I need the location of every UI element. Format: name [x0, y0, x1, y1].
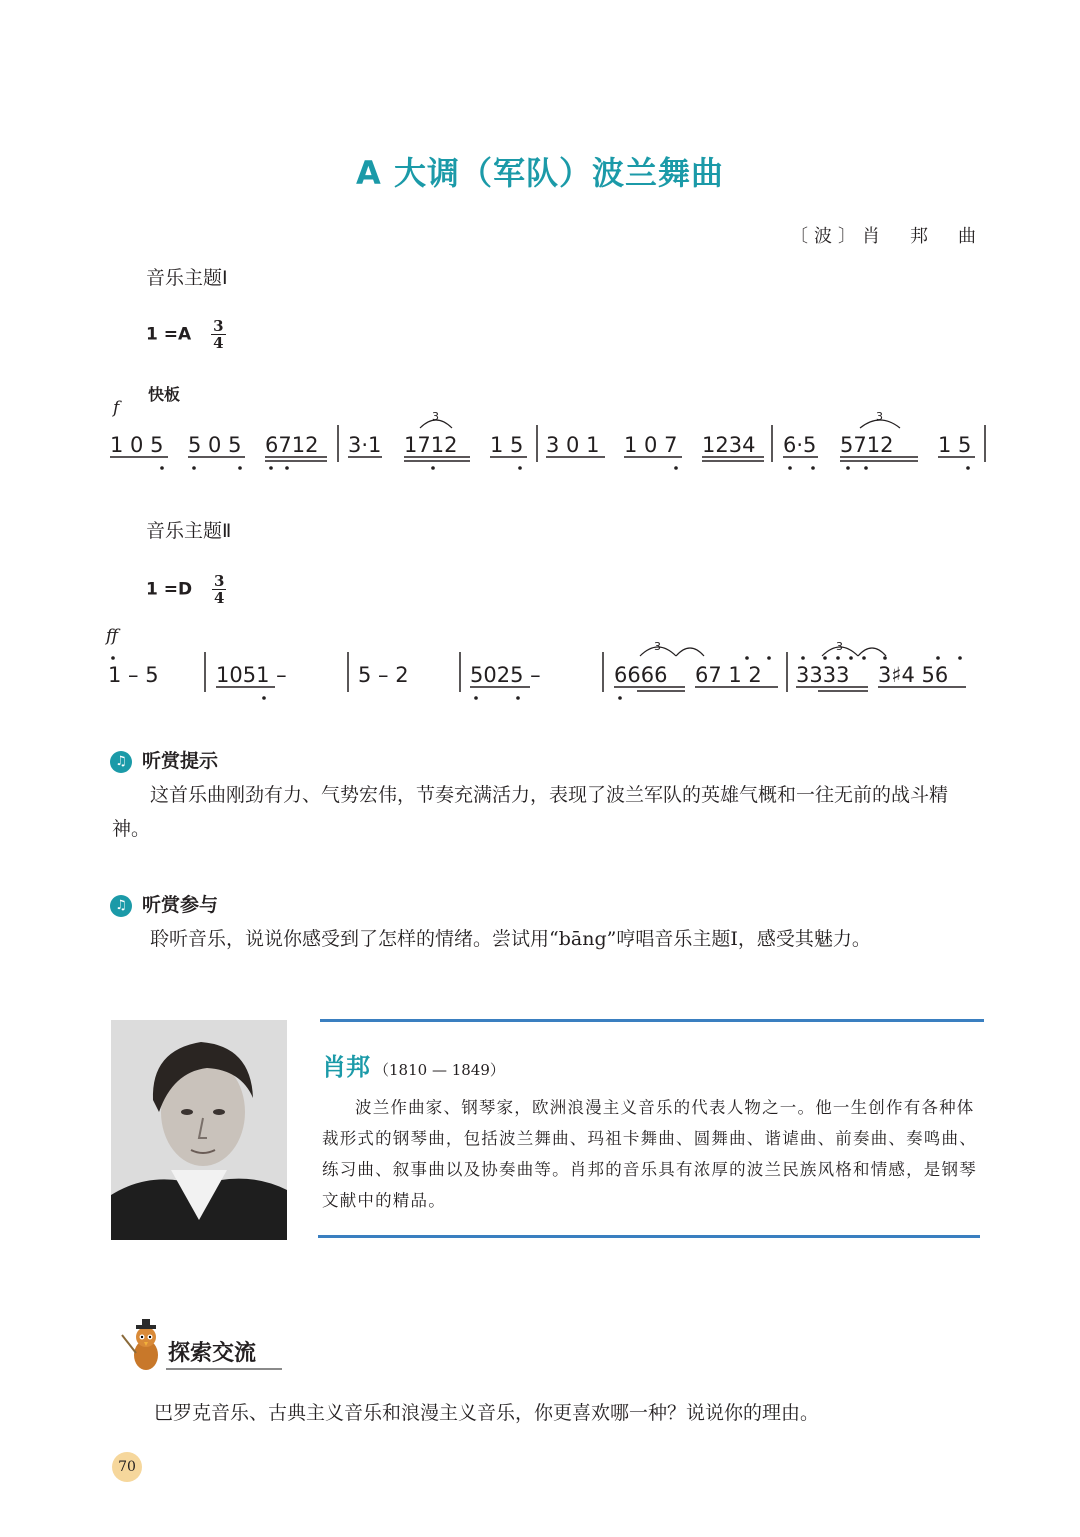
- note-group: 1 5: [490, 433, 524, 457]
- listening-participation-heading: [110, 890, 218, 917]
- note-group: 6·5: [783, 433, 817, 457]
- explore-text: 巴罗克音乐、古典主义音乐和浪漫主义音乐，你更喜欢哪一种？说说你的理由。: [154, 1402, 820, 1424]
- note-group: 1 0 7: [624, 433, 678, 457]
- theme-1-time-bottom: 4: [213, 334, 224, 352]
- note-group: 1 5: [938, 433, 972, 457]
- svg-text:3: 3: [876, 410, 883, 423]
- bio-name: [322, 1047, 505, 1082]
- listening-tip-heading-text: 听赏提示: [142, 750, 219, 772]
- page-title: A 大调（军队）波兰舞曲: [356, 154, 724, 192]
- svg-text:3: 3: [654, 640, 661, 653]
- theme-1-staff: [110, 410, 985, 470]
- theme-1-label: 音乐主题Ⅰ: [146, 267, 228, 289]
- note-group: 6666: [614, 663, 668, 687]
- theme-2-time-top: 3: [214, 572, 225, 590]
- listening-tip-text: 这首乐曲刚劲有力、气势宏伟，节奏充满活力，表现了波兰军队的英雄气概和一往无前的战斗精神。: [112, 784, 949, 840]
- note-group: 6712: [265, 433, 319, 457]
- bio-text: 波兰作曲家、钢琴家，欧洲浪漫主义音乐的代表人物之一。他一生创作有各种体裁形式的钢琴曲，包括波兰舞曲、玛祖卡舞曲、圆舞曲、谐谑曲、前奏曲、奏鸣曲、练习曲、叙事曲以及协奏曲等。肖邦的音乐具有浓厚的波兰民族风格和情感，是钢琴文献中的精品。: [322, 1098, 977, 1210]
- theme-2-time-bottom: 4: [214, 589, 225, 607]
- theme-1-key-text: 1 =A: [146, 324, 192, 345]
- theme-1-time-top: 3: [213, 317, 224, 335]
- composer-credit: 〔波〕肖 邦 曲: [790, 226, 982, 247]
- note-group: 1234: [702, 433, 756, 457]
- bio-name-text: 肖邦: [322, 1053, 370, 1081]
- note-group: 3333: [796, 663, 850, 687]
- theme-1-dynamic: f: [113, 398, 120, 418]
- note-group: 5025 –: [470, 663, 541, 687]
- theme-2-dynamic: ff: [106, 626, 119, 646]
- theme-2-label: 音乐主题Ⅱ: [146, 520, 232, 542]
- bio-years: （1810 — 1849）: [374, 1061, 505, 1079]
- note-group: 67 1 2: [695, 663, 762, 687]
- music-note-icon: ♫: [110, 895, 132, 917]
- svg-text:3: 3: [432, 410, 439, 423]
- theme-1-tempo: 快板: [148, 385, 181, 404]
- note-group: 1712: [404, 433, 458, 457]
- theme-2-key-text: 1 =D: [146, 579, 193, 600]
- note-group: 1 – 5: [108, 663, 159, 687]
- note-group: 5 – 2: [358, 663, 409, 687]
- note-group: 1051 –: [216, 663, 287, 687]
- listening-tip-heading: [110, 746, 218, 773]
- explore-underline: [166, 1368, 282, 1370]
- theme-2-staff: [108, 640, 966, 700]
- theme-2-time-signature: [212, 573, 226, 606]
- note-group: 3·1: [348, 433, 382, 457]
- chopin-portrait: [111, 1020, 287, 1240]
- bio-bottom-rule: [318, 1235, 980, 1238]
- note-group: 5712: [840, 433, 894, 457]
- jianpu-notation: [0, 0, 1080, 720]
- note-group: 3♯4 56: [878, 663, 949, 687]
- theme-2-key: [146, 573, 226, 606]
- listening-participation-text: 聆听音乐，说说你感受到了怎样的情绪。尝试用“bāng”哼唱音乐主题Ⅰ，感受其魅力。: [150, 928, 871, 950]
- note-group: 5 0 5: [188, 433, 242, 457]
- svg-text:3: 3: [836, 640, 843, 653]
- note-group: 1 0 5: [110, 433, 164, 457]
- note-group: 3 0 1: [546, 433, 600, 457]
- music-note-icon: ♫: [110, 751, 132, 773]
- page-number: 70: [112, 1452, 142, 1482]
- bio-top-rule: [320, 1019, 984, 1022]
- explore-heading: 探索交流: [168, 1341, 257, 1366]
- listening-participation-heading-text: 听赏参与: [142, 894, 219, 916]
